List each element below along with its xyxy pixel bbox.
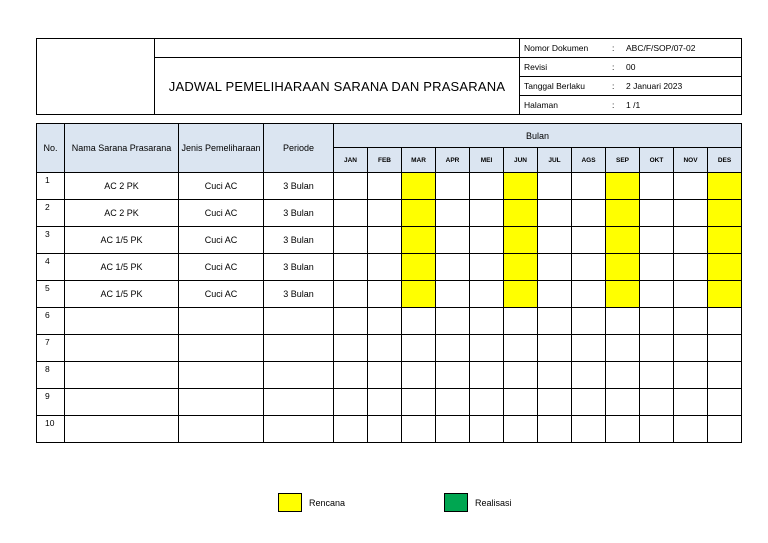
month-cell-sep: [606, 308, 640, 335]
month-cell-mar: [402, 335, 436, 362]
meta-sep: :: [612, 81, 615, 91]
month-cell-okt: [640, 362, 674, 389]
logo-area: [37, 39, 155, 115]
meta-row-page: [520, 96, 742, 115]
table-row: [37, 389, 742, 416]
cell-name: AC 1/5 PK: [65, 254, 179, 281]
month-cell-okt: [640, 254, 674, 281]
meta-sep: :: [612, 62, 615, 72]
month-cell-des: [708, 254, 742, 281]
month-cell-jun: [504, 308, 538, 335]
month-cell-jun: [504, 362, 538, 389]
table-row: [37, 416, 742, 443]
legend-realization-swatch: [444, 493, 468, 512]
col-header-period: Periode: [264, 124, 334, 173]
month-cell-nov: [674, 362, 708, 389]
cell-period: [264, 335, 334, 362]
maintenance-schedule-table: [36, 123, 742, 443]
month-header-mei: MEI: [470, 148, 504, 173]
month-cell-feb: [368, 389, 402, 416]
legend-plan-label: Rencana: [309, 497, 346, 508]
month-cell-feb: [368, 416, 402, 443]
month-cell-mar: [402, 173, 436, 200]
month-cell-des: [708, 281, 742, 308]
cell-type: Cuci AC: [179, 254, 264, 281]
month-cell-apr: [436, 362, 470, 389]
month-cell-des: [708, 335, 742, 362]
month-cell-jun: [504, 173, 538, 200]
month-cell-jul: [538, 173, 572, 200]
legend-realization-label: Realisasi: [475, 497, 512, 508]
month-cell-jan: [334, 254, 368, 281]
month-cell-apr: [436, 416, 470, 443]
month-cell-okt: [640, 416, 674, 443]
month-cell-apr: [436, 227, 470, 254]
row-number: 1: [37, 173, 65, 200]
month-cell-sep: [606, 281, 640, 308]
cell-type: Cuci AC: [179, 200, 264, 227]
month-cell-sep: [606, 389, 640, 416]
month-header-ags: AGS: [572, 148, 606, 173]
month-cell-feb: [368, 173, 402, 200]
row-number: 5: [37, 281, 65, 308]
month-cell-sep: [606, 362, 640, 389]
month-cell-apr: [436, 335, 470, 362]
month-cell-jun: [504, 254, 538, 281]
month-cell-nov: [674, 200, 708, 227]
month-cell-jan: [334, 281, 368, 308]
month-cell-okt: [640, 308, 674, 335]
row-number: 9: [37, 389, 65, 416]
legend-plan: [278, 493, 345, 512]
month-cell-mei: [470, 416, 504, 443]
month-cell-apr: [436, 254, 470, 281]
month-cell-okt: [640, 389, 674, 416]
meta-sep: :: [612, 43, 615, 53]
month-cell-nov: [674, 173, 708, 200]
month-cell-des: [708, 416, 742, 443]
meta-label: Halaman: [524, 100, 559, 110]
month-cell-mei: [470, 254, 504, 281]
month-cell-ags: [572, 362, 606, 389]
month-cell-feb: [368, 281, 402, 308]
month-cell-mei: [470, 389, 504, 416]
row-number: 7: [37, 335, 65, 362]
month-header-sep: SEP: [606, 148, 640, 173]
month-header-jul: JUL: [538, 148, 572, 173]
meta-row-doc-number: [520, 39, 742, 58]
table-row: [37, 362, 742, 389]
month-cell-sep: [606, 416, 640, 443]
month-cell-sep: [606, 200, 640, 227]
month-cell-sep: [606, 335, 640, 362]
col-header-month-group: Bulan: [334, 124, 742, 148]
table-row: [37, 173, 742, 200]
month-cell-jul: [538, 308, 572, 335]
month-cell-des: [708, 173, 742, 200]
month-cell-nov: [674, 335, 708, 362]
meta-label: Nomor Dokumen: [524, 43, 589, 53]
month-cell-nov: [674, 281, 708, 308]
month-cell-mar: [402, 389, 436, 416]
month-cell-mar: [402, 362, 436, 389]
cell-name: [65, 416, 179, 443]
month-cell-mei: [470, 173, 504, 200]
month-cell-feb: [368, 254, 402, 281]
month-cell-ags: [572, 200, 606, 227]
col-header-name: Nama Sarana Prasarana: [65, 124, 179, 173]
cell-period: [264, 389, 334, 416]
month-cell-nov: [674, 389, 708, 416]
meta-sep: :: [612, 100, 615, 110]
month-cell-mar: [402, 254, 436, 281]
cell-type: [179, 416, 264, 443]
month-cell-jan: [334, 335, 368, 362]
month-cell-ags: [572, 173, 606, 200]
cell-period: [264, 362, 334, 389]
month-cell-jun: [504, 281, 538, 308]
table-row: [37, 308, 742, 335]
meta-row-effective-date: [520, 77, 742, 96]
month-cell-feb: [368, 362, 402, 389]
legend-realization: [444, 493, 512, 512]
cell-period: 3 Bulan: [264, 200, 334, 227]
col-header-type: Jenis Pemeliharaan: [179, 124, 264, 173]
cell-name: AC 2 PK: [65, 173, 179, 200]
cell-name: [65, 308, 179, 335]
month-cell-jul: [538, 281, 572, 308]
cell-period: 3 Bulan: [264, 254, 334, 281]
month-cell-feb: [368, 227, 402, 254]
cell-name: [65, 335, 179, 362]
month-header-nov: NOV: [674, 148, 708, 173]
month-header-des: DES: [708, 148, 742, 173]
month-cell-sep: [606, 254, 640, 281]
month-header-apr: APR: [436, 148, 470, 173]
month-cell-mei: [470, 227, 504, 254]
row-number: 4: [37, 254, 65, 281]
month-header-okt: OKT: [640, 148, 674, 173]
month-cell-mar: [402, 227, 436, 254]
month-cell-okt: [640, 173, 674, 200]
month-cell-des: [708, 308, 742, 335]
month-cell-des: [708, 362, 742, 389]
table-row: [37, 254, 742, 281]
month-cell-sep: [606, 173, 640, 200]
month-cell-apr: [436, 389, 470, 416]
document-title: JADWAL PEMELIHARAAN SARANA DAN PRASARANA: [155, 58, 520, 115]
month-cell-feb: [368, 308, 402, 335]
cell-period: 3 Bulan: [264, 227, 334, 254]
legend-plan-swatch: [278, 493, 302, 512]
month-cell-jan: [334, 173, 368, 200]
month-cell-jun: [504, 416, 538, 443]
month-cell-mei: [470, 281, 504, 308]
month-cell-mei: [470, 308, 504, 335]
month-cell-jul: [538, 227, 572, 254]
row-number: 8: [37, 362, 65, 389]
month-cell-jan: [334, 389, 368, 416]
month-header-jan: JAN: [334, 148, 368, 173]
month-cell-mei: [470, 362, 504, 389]
month-cell-jan: [334, 200, 368, 227]
month-cell-jun: [504, 227, 538, 254]
month-header-feb: FEB: [368, 148, 402, 173]
meta-label: Revisi: [524, 62, 548, 72]
document-header: [36, 38, 742, 115]
row-number: 6: [37, 308, 65, 335]
month-cell-mar: [402, 200, 436, 227]
cell-period: 3 Bulan: [264, 281, 334, 308]
month-cell-jan: [334, 416, 368, 443]
month-cell-jul: [538, 335, 572, 362]
meta-value: 1 /1: [626, 100, 641, 110]
meta-value: 00: [626, 62, 636, 72]
cell-type: [179, 335, 264, 362]
meta-value: ABC/F/SOP/07-02: [626, 43, 696, 53]
meta-row-revision: [520, 58, 742, 77]
col-header-no: No.: [37, 124, 65, 173]
month-cell-mar: [402, 308, 436, 335]
month-cell-des: [708, 200, 742, 227]
month-cell-nov: [674, 416, 708, 443]
month-cell-jul: [538, 200, 572, 227]
month-cell-jul: [538, 416, 572, 443]
month-cell-okt: [640, 200, 674, 227]
month-cell-ags: [572, 281, 606, 308]
month-cell-mei: [470, 200, 504, 227]
month-cell-feb: [368, 200, 402, 227]
month-cell-mei: [470, 335, 504, 362]
meta-value: 2 Januari 2023: [626, 81, 683, 91]
month-cell-apr: [436, 173, 470, 200]
month-cell-apr: [436, 281, 470, 308]
month-header-mar: MAR: [402, 148, 436, 173]
month-cell-ags: [572, 254, 606, 281]
cell-type: Cuci AC: [179, 173, 264, 200]
cell-type: Cuci AC: [179, 281, 264, 308]
month-cell-ags: [572, 227, 606, 254]
month-header-jun: JUN: [504, 148, 538, 173]
cell-name: [65, 389, 179, 416]
month-cell-mar: [402, 416, 436, 443]
month-cell-sep: [606, 227, 640, 254]
cell-period: 3 Bulan: [264, 173, 334, 200]
month-cell-okt: [640, 281, 674, 308]
month-cell-jul: [538, 389, 572, 416]
cell-name: AC 2 PK: [65, 200, 179, 227]
month-cell-okt: [640, 227, 674, 254]
cell-name: [65, 362, 179, 389]
table-row: [37, 227, 742, 254]
month-cell-jan: [334, 308, 368, 335]
cell-period: [264, 308, 334, 335]
month-cell-apr: [436, 308, 470, 335]
month-cell-des: [708, 227, 742, 254]
cell-name: AC 1/5 PK: [65, 281, 179, 308]
row-number: 2: [37, 200, 65, 227]
cell-type: [179, 389, 264, 416]
table-row: [37, 335, 742, 362]
cell-type: [179, 308, 264, 335]
meta-label: Tanggal Berlaku: [524, 81, 585, 91]
row-number: 10: [37, 416, 65, 443]
cell-type: [179, 362, 264, 389]
month-cell-mar: [402, 281, 436, 308]
month-cell-ags: [572, 308, 606, 335]
month-cell-des: [708, 389, 742, 416]
month-cell-jan: [334, 227, 368, 254]
month-cell-feb: [368, 335, 402, 362]
month-cell-nov: [674, 227, 708, 254]
month-cell-jun: [504, 335, 538, 362]
cell-period: [264, 416, 334, 443]
header-blank-cell: [155, 39, 520, 58]
month-cell-okt: [640, 335, 674, 362]
month-cell-nov: [674, 254, 708, 281]
cell-type: Cuci AC: [179, 227, 264, 254]
month-cell-ags: [572, 335, 606, 362]
month-cell-jan: [334, 362, 368, 389]
month-cell-jul: [538, 362, 572, 389]
month-cell-apr: [436, 200, 470, 227]
month-cell-jun: [504, 200, 538, 227]
month-cell-nov: [674, 308, 708, 335]
month-cell-ags: [572, 416, 606, 443]
month-cell-ags: [572, 389, 606, 416]
table-row: [37, 200, 742, 227]
row-number: 3: [37, 227, 65, 254]
cell-name: AC 1/5 PK: [65, 227, 179, 254]
month-cell-jul: [538, 254, 572, 281]
month-cell-jun: [504, 389, 538, 416]
table-row: [37, 281, 742, 308]
